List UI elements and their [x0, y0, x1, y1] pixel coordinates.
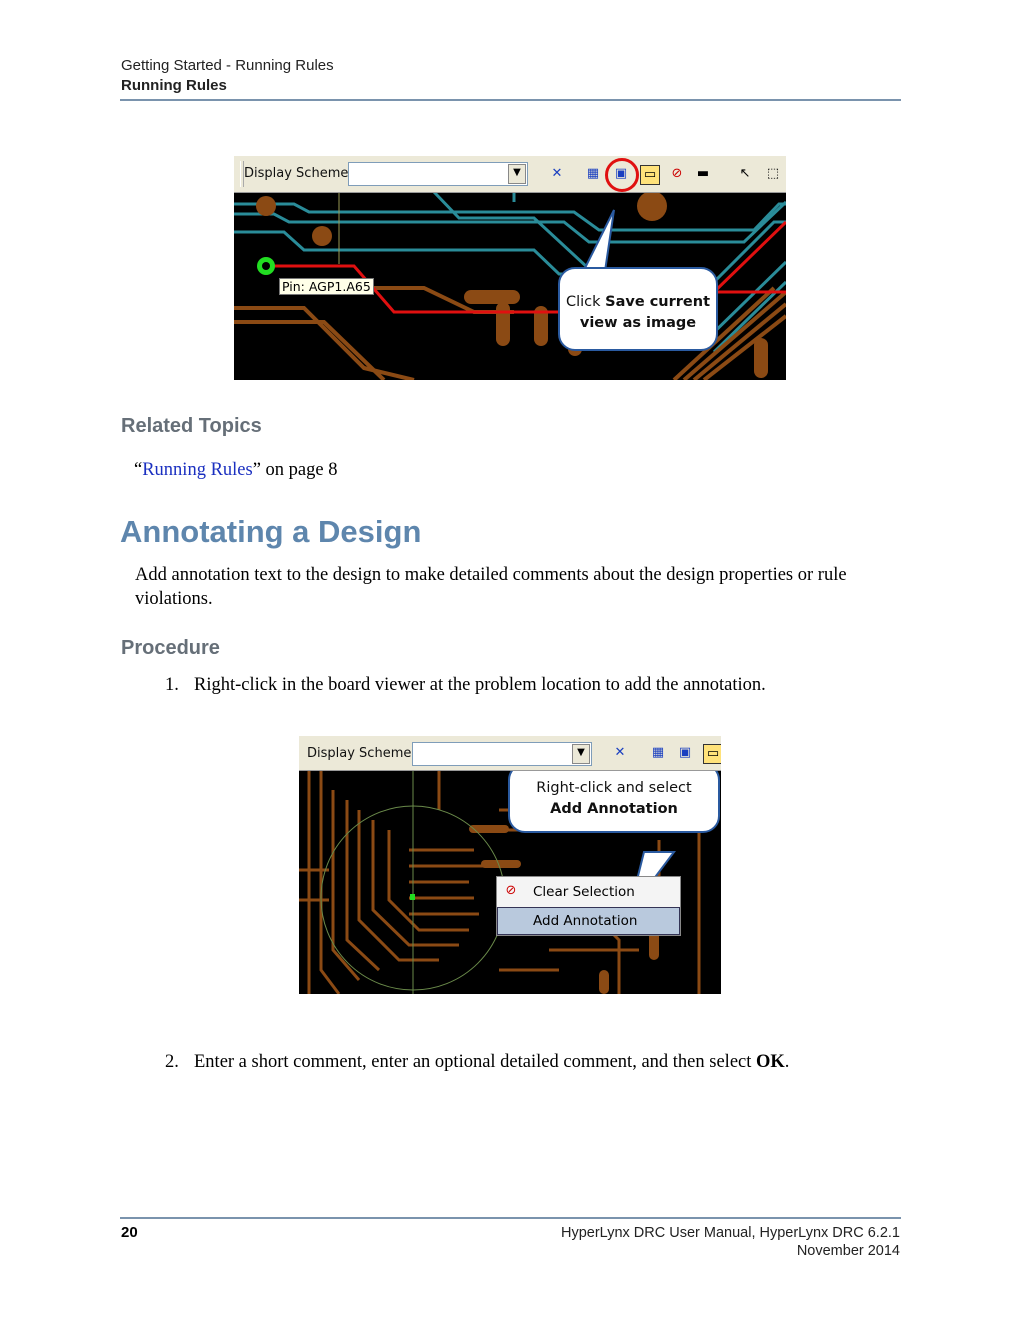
- header-rule: [120, 99, 901, 101]
- procedure-heading: Procedure: [121, 637, 220, 659]
- chevron-down-icon[interactable]: ▼: [572, 744, 590, 764]
- select-arrow-icon[interactable]: ↖: [739, 166, 751, 181]
- menu-item-label: Add Annotation: [533, 913, 638, 929]
- display-scheme-combo[interactable]: [348, 162, 528, 186]
- add-annotation-callout: [509, 778, 719, 820]
- save-view-callout: [559, 292, 717, 334]
- manual-title: HyperLynx DRC User Manual, HyperLynx DRC 6.2.1: [561, 1225, 900, 1241]
- step-1-text: Right-click in the board viewer at the problem location to add the annotation.: [194, 675, 766, 695]
- menu-item-add-annotation[interactable]: [497, 907, 680, 935]
- section-title: Annotating a Design: [120, 514, 422, 549]
- highlight-circle: [605, 158, 639, 192]
- section-intro: Add annotation text to the design to make detailed comments about the design properties or rule violations.: [135, 565, 847, 609]
- annotation-icon[interactable]: ▭: [703, 744, 721, 764]
- footer-rule: [120, 1217, 901, 1219]
- ruler-icon[interactable]: ▬: [696, 166, 710, 181]
- step-2-text: Enter a short comment, enter an optional detailed comment, and then select: [194, 1052, 757, 1072]
- save-view-image-icon[interactable]: ▣: [678, 745, 692, 760]
- open-quote: “: [134, 460, 143, 480]
- running-rules-link[interactable]: Running Rules: [142, 460, 253, 480]
- toolbar: [234, 156, 786, 193]
- save-view-image-icon[interactable]: ▣: [614, 166, 628, 181]
- annotation-icon[interactable]: ▭: [640, 165, 660, 185]
- fit-view-icon[interactable]: ✕: [551, 166, 563, 181]
- menu-item-label: Clear Selection: [533, 884, 635, 900]
- step-2-end: .: [784, 1052, 790, 1072]
- display-scheme-label: Display Scheme: [244, 166, 349, 181]
- callout-line1: Right-click and select: [536, 780, 692, 796]
- page-number: 20: [121, 1224, 138, 1241]
- related-topics-heading: Related Topics: [121, 415, 262, 437]
- fit-view-icon[interactable]: ✕: [614, 745, 626, 760]
- ok-emphasis: OK: [756, 1052, 785, 1072]
- callout-bold: Add Annotation: [550, 801, 678, 817]
- header-breadcrumb: Getting Started - Running Rules: [121, 57, 334, 74]
- figure-add-annotation-screenshot: [299, 736, 721, 994]
- callout-prefix: Click: [565, 294, 606, 310]
- publication-date: November 2014: [796, 1243, 900, 1259]
- callout-bold-line1: Save current: [605, 294, 711, 310]
- footer-info: [561, 1224, 900, 1260]
- step-2-line: [194, 1050, 904, 1074]
- header-section: Running Rules: [121, 77, 227, 94]
- callout-bold-line2: view as image: [579, 315, 697, 331]
- chevron-down-icon[interactable]: ▼: [508, 164, 526, 184]
- toolbar-2: [299, 736, 721, 771]
- step-1-number: 1.: [165, 675, 179, 695]
- copy-view-icon[interactable]: ▦: [651, 745, 665, 760]
- related-topic-entry: [134, 458, 337, 482]
- pin-label: Pin: AGP1.A65: [279, 278, 374, 295]
- display-scheme-combo[interactable]: [412, 742, 592, 766]
- copy-view-icon[interactable]: ▦: [586, 166, 600, 181]
- clear-selection-icon: ⊘: [505, 883, 517, 898]
- menu-item-clear-selection[interactable]: [497, 879, 680, 905]
- clear-selection-icon[interactable]: ⊘: [671, 166, 683, 181]
- display-scheme-label: Display Scheme: [307, 746, 412, 761]
- page-reference: ” on page 8: [252, 460, 338, 480]
- step-2-number: 2.: [165, 1052, 179, 1072]
- figure-save-view-screenshot: [234, 156, 786, 380]
- context-menu: [496, 876, 681, 936]
- select-box-icon[interactable]: ⬚: [766, 166, 780, 181]
